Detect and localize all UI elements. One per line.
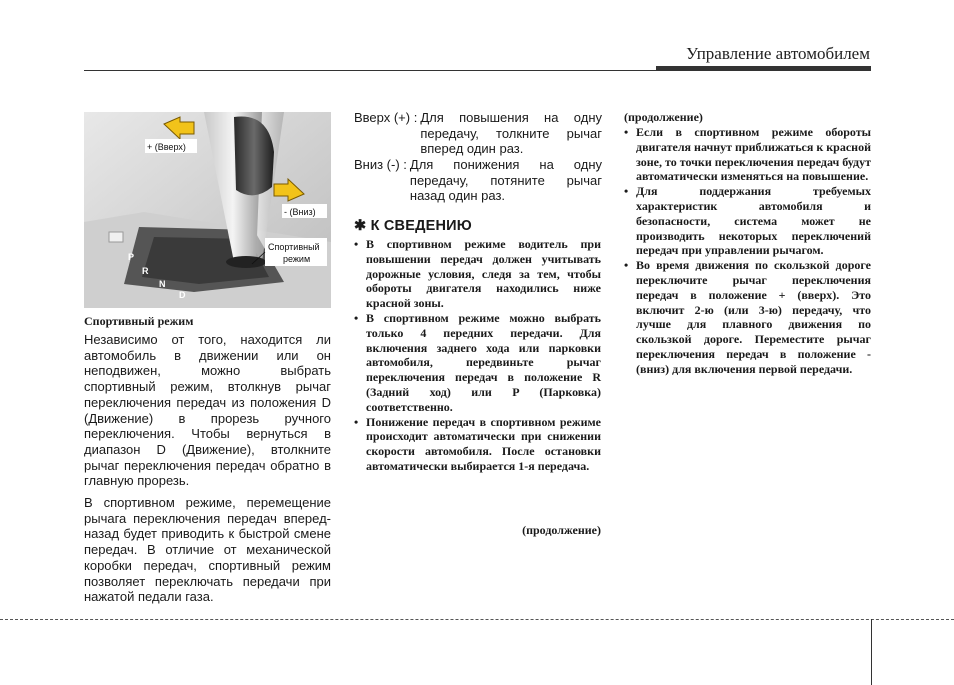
gate-letter-n: N — [159, 279, 166, 289]
list-item: • Понижение передач в спортивном режиме происходит автоматически при снижении скорости автомобиля. После остановки автоматически выбирается 1-я передача. — [354, 415, 601, 474]
direction-up-row — [354, 110, 602, 157]
direction-down-text: Для понижения на одну передачу, потяните рычаг назад один раз. — [409, 157, 602, 204]
gate-letter-p: P — [128, 252, 135, 262]
direction-up-text: Для повышения на одну передачу, толкните рычаг вперед один раз. — [420, 110, 602, 157]
note-list-middle — [354, 237, 601, 474]
list-item: • Во время движения по скользкой дороге переключите рычаг переключения передач в положение + (вверх). Это включит 2-ю (или 3-ю) передачу, что лучше для плавного движения по скользкой дороге. Переместите рычаг переключения передач в положение - (вниз) для включения первой передачи. — [624, 258, 871, 376]
lever-boot — [226, 256, 266, 268]
list-item: • Если в спортивном режиме обороты двигателя начнут приближаться к красной зоне, то точки переключения передач будут автоматически изменяться на повышение. — [624, 125, 871, 184]
continued-label-right: (продолжение) — [624, 110, 703, 124]
section-title: Управление автомобилем — [686, 44, 870, 63]
gate-letter-d: D — [179, 290, 186, 300]
footer-vertical-rule — [871, 619, 872, 685]
figure-caption: Спортивный режим — [84, 314, 194, 328]
shift-lock-button — [109, 232, 123, 242]
label-sport-line1: Спортивный — [268, 242, 320, 252]
direction-up-label: Вверх (+) : — [354, 110, 418, 125]
header-accent-bar — [656, 66, 871, 71]
gate-letter-r: R — [142, 266, 149, 276]
gear-shift-figure — [84, 112, 331, 308]
list-item: • Для поддержания требуемых характеристик автомобиля и безопасности, система может не производить некоторых переключений передач при управлении рычагом. — [624, 184, 871, 258]
list-item: • В спортивном режиме водитель при повышении передач должен учитывать дорожные условия, следя за тем, чтобы обороты двигателя находились ниже красной зоны. — [354, 237, 601, 311]
label-up: + (Вверх) — [147, 142, 186, 152]
paragraph-sport-mode-shifting: В спортивном режиме, перемещение рычага переключения передач вперед-назад будет приводить к быстрой смене передач. В отличие от механической коробки передач, спортивный режим позволяет переключать передачи при нажатой педали газа. — [84, 495, 331, 605]
note-asterisk-icon: ✱ — [354, 218, 367, 234]
continued-label-middle: (продолжение) — [522, 523, 601, 537]
label-sport-line2: режим — [283, 254, 311, 264]
note-heading-text: К СВЕДЕНИЮ — [370, 218, 472, 234]
paragraph-sport-mode-entry: Независимо от того, находится ли автомобиль в движении или он неподвижен, можно выбрать спортивный режим, втолкнув рычаг переключения передач из положения D (Движение) в прорезь ручного переключения. Чтобы вернуться в диапазон D (Движение), втолкните рычаг переключения передач обратно в главную прорезь. — [84, 332, 331, 489]
list-item: • В спортивном режиме можно выбрать только 4 передних передачи. Для включения заднего хода или парковки автомобиля, передвиньте рычаг переключения передач в положение R (Задний ход) или P (Парковка) соответственно. — [354, 311, 601, 415]
footer-dashed-rule — [0, 619, 954, 620]
label-down: - (Вниз) — [284, 207, 316, 217]
direction-down-label: Вниз (-) : — [354, 157, 407, 172]
gear-shift-illustration — [84, 112, 331, 308]
note-heading — [354, 218, 472, 234]
direction-down-row — [354, 157, 602, 204]
note-list-right — [624, 125, 871, 377]
